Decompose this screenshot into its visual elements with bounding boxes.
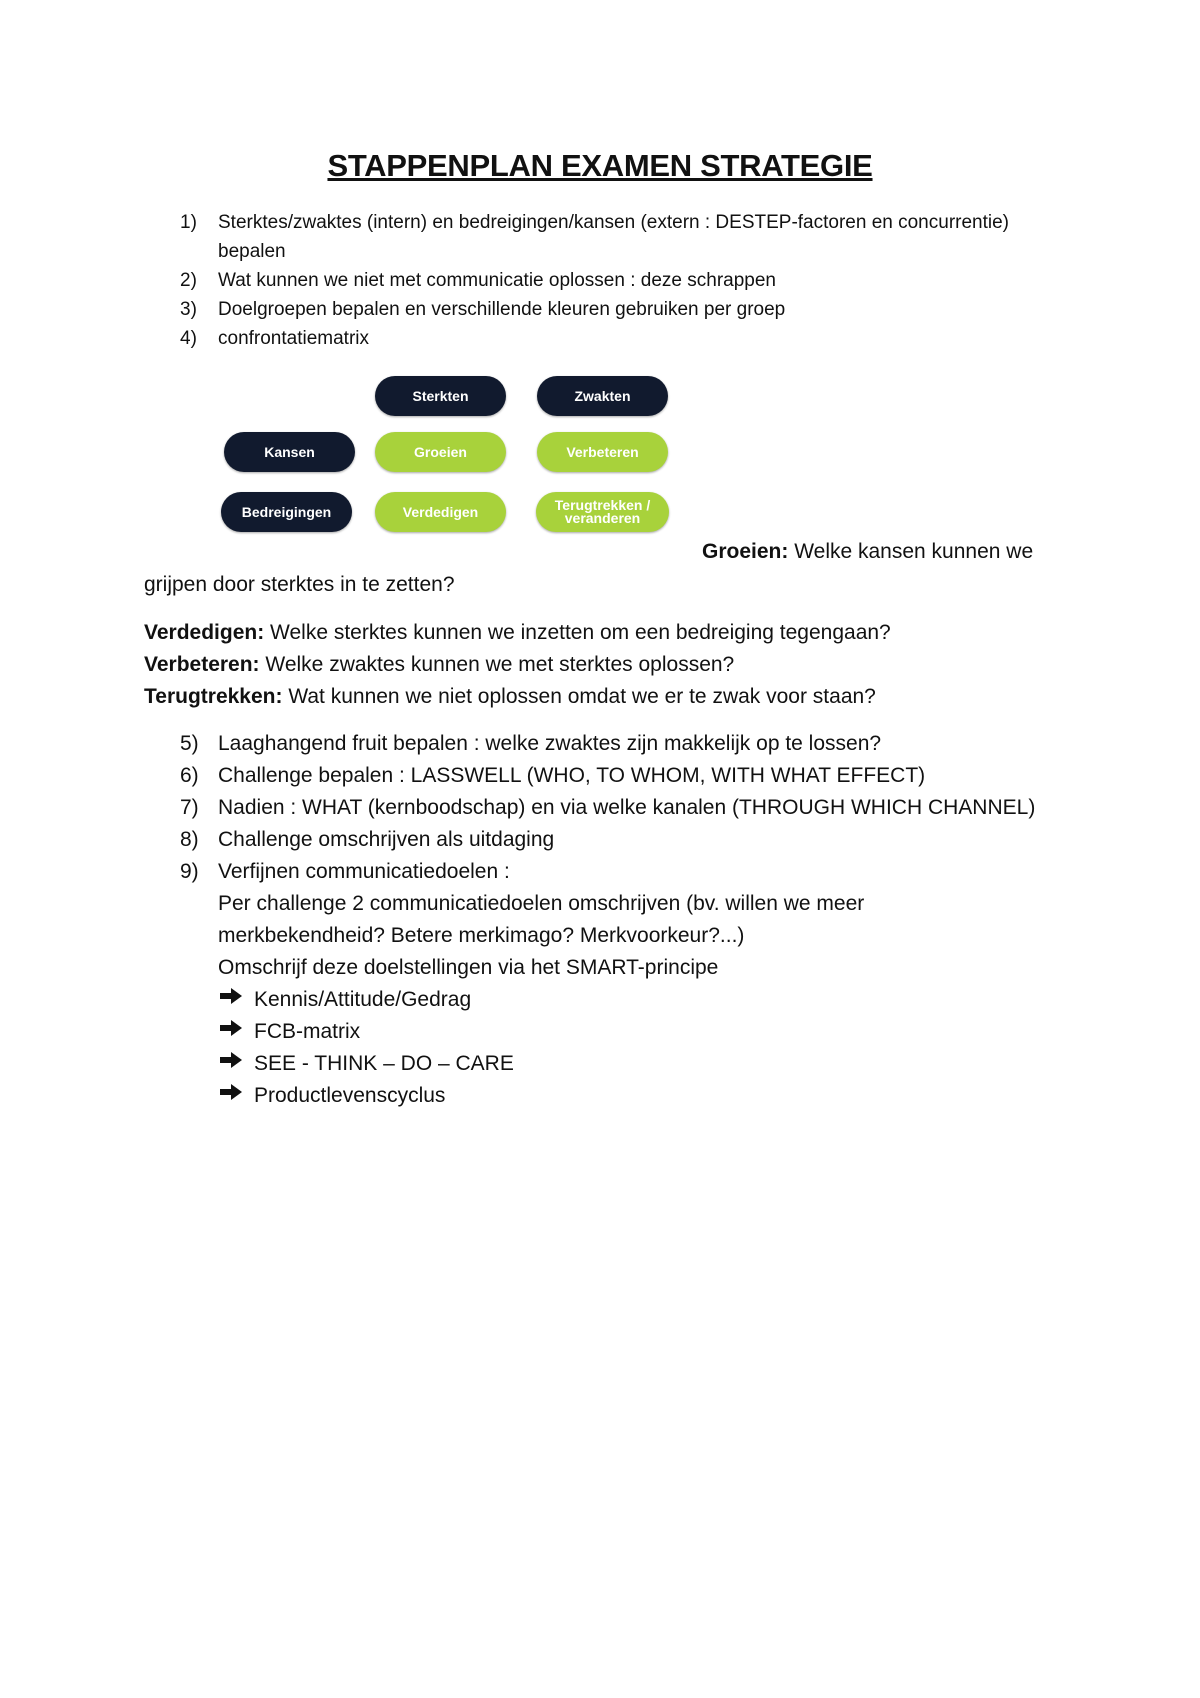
list-number: 5): [180, 732, 199, 755]
list-item: [180, 824, 1080, 856]
list-text: Verfijnen communicatiedoelen :: [218, 860, 510, 883]
text-verbeteren: Welke zwaktes kunnen we met sterktes oplossen?: [259, 653, 735, 676]
list-text: Challenge bepalen : LASSWELL (WHO, TO WHOM, WITH WHAT EFFECT): [218, 764, 926, 787]
list-text: Wat kunnen we niet met communicatie oplossen : deze schrappen: [218, 270, 776, 291]
list-number: 8): [180, 828, 199, 851]
list-number: 6): [180, 764, 199, 787]
explanation-verdedigen: [144, 617, 891, 649]
step9-detail: Omschrijf deze doelstellingen via het SMART-principe: [218, 956, 719, 979]
arrow-list-item: [180, 1048, 1080, 1080]
matrix-row-kansen: Kansen: [224, 432, 355, 472]
page-title: STAPPENPLAN EXAMEN STRATEGIE: [327, 148, 873, 183]
matrix-cell-terugtrekken: Terugtrekken / veranderen: [536, 492, 669, 532]
text-groeien: Welke kansen kunnen we: [788, 540, 1034, 563]
right-arrow-icon: [218, 1080, 254, 1112]
list-text: confrontatiematrix: [218, 328, 370, 349]
step9-detail: merkbekendheid? Betere merkimago? Merkvoorkeur?...): [218, 924, 745, 947]
arrow-list-item: [180, 984, 1080, 1016]
list-item: [180, 856, 1080, 888]
arrow-item-text: SEE - THINK – DO – CARE: [254, 1052, 514, 1075]
label-groeien: Groeien:: [702, 540, 789, 563]
list-text: Doelgroepen bepalen en verschillende kleuren gebruiken per groep: [218, 299, 786, 320]
list-item: [180, 728, 1080, 760]
step9-detail: Per challenge 2 communicatiedoelen omschrijven (bv. willen we meer: [218, 892, 865, 915]
right-arrow-icon: [218, 1016, 254, 1048]
matrix-cell-verbeteren: Verbeteren: [537, 432, 668, 472]
list-item: [180, 324, 1080, 353]
arrow-item-text: FCB-matrix: [254, 1020, 361, 1043]
list-text: Challenge omschrijven als uitdaging: [218, 828, 555, 851]
list-text: bepalen: [218, 241, 286, 262]
list-number: 4): [180, 328, 197, 349]
matrix-row-bedreigingen: Bedreigingen: [221, 492, 352, 532]
steps-list-part1: [180, 208, 1080, 353]
list-item: [180, 760, 1080, 792]
list-number: 9): [180, 860, 199, 883]
explanation-terugtrekken: [144, 681, 876, 713]
list-text: Sterktes/zwaktes (intern) en bedreigingen/kansen (extern : DESTEP-factoren en concurrentie): [218, 212, 1009, 233]
text-verdedigen: Welke sterktes kunnen we inzetten om een bedreiging tegengaan?: [264, 621, 891, 644]
list-number: 1): [180, 212, 197, 233]
explanation-verbeteren: [144, 649, 734, 681]
list-number: 3): [180, 299, 197, 320]
list-item: [180, 266, 1080, 295]
list-number: 2): [180, 270, 197, 291]
matrix-column-sterkten: Sterkten: [375, 376, 506, 416]
text-terugtrekken: Wat kunnen we niet oplossen omdat we er te zwak voor staan?: [282, 685, 876, 708]
list-item: [180, 208, 1080, 266]
arrow-list-item: [180, 1080, 1080, 1112]
explanation-groeien-cont: grijpen door sterktes in te zetten?: [144, 573, 455, 596]
list-item: [180, 792, 1080, 824]
matrix-cell-verdedigen: Verdedigen: [375, 492, 506, 532]
explanation-groeien: [702, 536, 1033, 568]
list-text: Nadien : WHAT (kernboodschap) en via welke kanalen (THROUGH WHICH CHANNEL): [218, 796, 1036, 819]
arrow-list-item: [180, 1016, 1080, 1048]
label-verbeteren: Verbeteren:: [144, 653, 260, 676]
arrow-item-text: Kennis/Attitude/Gedrag: [254, 988, 472, 1011]
list-number: 7): [180, 796, 199, 819]
matrix-column-zwakten: Zwakten: [537, 376, 668, 416]
steps-list-part2: [180, 728, 1080, 1112]
label-verdedigen: Verdedigen:: [144, 621, 265, 644]
right-arrow-icon: [218, 1048, 254, 1080]
arrow-item-text: Productlevenscyclus: [254, 1084, 446, 1107]
label-terugtrekken: Terugtrekken:: [144, 685, 283, 708]
list-text: Laaghangend fruit bepalen : welke zwaktes zijn makkelijk op te lossen?: [218, 732, 882, 755]
list-item: [180, 295, 1080, 324]
right-arrow-icon: [218, 984, 254, 1016]
matrix-cell-groeien: Groeien: [375, 432, 506, 472]
